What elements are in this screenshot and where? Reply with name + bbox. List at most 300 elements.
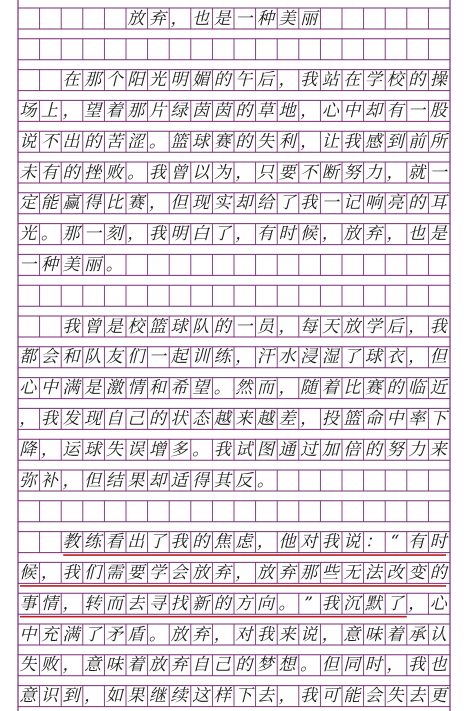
essay-char: 会: [364, 686, 382, 707]
essay-char: ，: [408, 593, 426, 614]
essay-char: [40, 532, 60, 552]
essay-char: 给: [256, 193, 274, 214]
essay-char: 力: [408, 439, 426, 460]
essay-char: 中: [19, 624, 37, 645]
essay-char: 放: [343, 224, 361, 245]
essay-char: 我: [40, 408, 58, 429]
essay-char: 到: [62, 686, 80, 707]
essay-char: 队: [84, 347, 102, 368]
essay-char: 的: [213, 70, 231, 91]
essay-char: 个: [105, 70, 123, 91]
essay-char: 有: [408, 532, 426, 553]
essay-char: 来: [278, 624, 296, 645]
essay-char: 满: [62, 378, 80, 399]
essay-char: ，: [19, 408, 37, 429]
essay-char: [104, 9, 124, 29]
essay-char: 承: [408, 624, 426, 645]
essay-char: 运: [62, 439, 80, 460]
essay-char: 草: [256, 100, 274, 121]
essay-char: 败: [105, 162, 123, 183]
essay-char: ，: [40, 562, 58, 583]
essay-char: 们: [127, 347, 145, 368]
essay-char: 实: [213, 193, 231, 214]
essay-char: [83, 9, 103, 29]
essay-char: 看: [105, 532, 123, 553]
essay-char: 时: [278, 224, 296, 245]
essay-char: 默: [364, 593, 382, 614]
essay-char: 转: [84, 593, 102, 614]
essay-char: 赛: [364, 378, 382, 399]
essay-char: 每: [300, 316, 318, 337]
essay-char: 训: [192, 347, 210, 368]
essay-char: 下: [235, 686, 253, 707]
essay-char: 那: [62, 224, 80, 245]
essay-char: 续: [170, 686, 188, 707]
essay-char: 中: [40, 378, 58, 399]
essay-char: 希: [170, 378, 188, 399]
essay-char: 断: [321, 162, 339, 183]
essay-char: 然: [235, 378, 253, 399]
essay-char: [18, 70, 38, 90]
essay-char: 就: [408, 162, 426, 183]
essay-char: 一: [84, 224, 102, 245]
essay-char: 都: [19, 347, 37, 368]
essay-char: 反: [235, 470, 253, 491]
essay-char: ，: [62, 593, 80, 614]
essay-char: 为: [213, 162, 231, 183]
essay-char: 而: [105, 593, 123, 614]
essay-char: 我: [256, 624, 274, 645]
essay-char: ，: [300, 131, 318, 152]
essay-char: 定: [19, 193, 37, 214]
essay-char: 我: [321, 593, 339, 614]
essay-char: 了: [278, 193, 296, 214]
essay-char: 我: [300, 70, 318, 91]
essay-char: 丽: [300, 8, 318, 29]
essay-char: 放: [127, 8, 145, 29]
essay-char: 球: [192, 131, 210, 152]
essay-char: 通: [278, 439, 296, 460]
essay-char: 着: [321, 378, 339, 399]
essay-char: 失: [19, 655, 37, 676]
essay-char: 味: [105, 655, 123, 676]
essay-char: 的: [364, 439, 382, 460]
essay-char: 补: [40, 470, 58, 491]
essay-char: 美: [278, 8, 296, 29]
essay-char: 着: [386, 624, 404, 645]
essay-char: 去: [256, 686, 274, 707]
essay-char: 过: [300, 439, 318, 460]
essay-char: 这: [192, 686, 210, 707]
essay-char: 弥: [19, 470, 37, 491]
essay-char: 一: [429, 162, 447, 183]
essay-char: 继: [148, 686, 166, 707]
essay-char: 练: [84, 532, 102, 553]
essay-char: 的: [84, 131, 102, 152]
essay-char: 涩: [127, 131, 145, 152]
essay-char: 也: [192, 8, 210, 29]
essay-char: 放: [192, 562, 210, 583]
essay-char: 激: [105, 378, 123, 399]
essay-char: ，: [62, 470, 80, 491]
essay-char: 寻: [148, 593, 166, 614]
essay-char: 是: [213, 8, 231, 29]
essay-char: 我: [429, 316, 447, 337]
essay-char: 焦: [213, 532, 231, 553]
essay-char: ，: [386, 224, 404, 245]
essay-char: 一: [408, 100, 426, 121]
essay-char: 篮: [170, 131, 188, 152]
essay-char: ，: [386, 655, 404, 676]
essay-char: 想: [278, 655, 296, 676]
essay-char: 。: [256, 470, 274, 491]
essay-char: 己: [127, 408, 145, 429]
essay-char: 图: [256, 439, 274, 460]
essay-char: 努: [386, 439, 404, 460]
essay-char: 努: [343, 162, 361, 183]
essay-char: 但: [321, 655, 339, 676]
essay-char: 果: [127, 470, 145, 491]
essay-char: ，: [62, 100, 80, 121]
essay-char: 但: [170, 193, 188, 214]
essay-char: 我: [62, 562, 80, 583]
essay-char: 败: [40, 655, 58, 676]
essay-char: 样: [213, 686, 231, 707]
essay-char: 变: [408, 562, 426, 583]
essay-char: 是: [429, 224, 447, 245]
essay-char: 会: [170, 562, 188, 583]
essay-char: 失: [256, 131, 274, 152]
essay-char: 加: [321, 439, 339, 460]
essay-char: 而: [256, 378, 274, 399]
essay-char: 却: [148, 470, 166, 491]
essay-char: 新: [192, 593, 210, 614]
essay-char: 的: [213, 316, 231, 337]
essay-char: 近: [429, 378, 447, 399]
essay-char: ，: [278, 316, 296, 337]
essay-char: 误: [127, 439, 145, 460]
essay-char: 苦: [105, 131, 123, 152]
essay-char: 浸: [300, 347, 318, 368]
essay-char: 的: [235, 131, 253, 152]
essay-char: 方: [235, 593, 253, 614]
essay-char: 降: [19, 439, 37, 460]
essay-char: 的: [148, 408, 166, 429]
essay-char: 着: [127, 655, 145, 676]
essay-char: 但: [84, 470, 102, 491]
essay-char: 亮: [386, 193, 404, 214]
essay-char: ，: [300, 100, 318, 121]
essay-char: 的: [408, 193, 426, 214]
essay-char: 利: [278, 131, 296, 152]
essay-char: 记: [343, 193, 361, 214]
essay-char: 的: [62, 162, 80, 183]
essay-char: 那: [300, 562, 318, 583]
essay-char: 来: [429, 439, 447, 460]
essay-char: 场: [19, 100, 37, 121]
essay-char: 自: [105, 408, 123, 429]
essay-char: ，: [127, 224, 145, 245]
essay-char: 丽: [84, 254, 102, 275]
essay-char: 试: [235, 439, 253, 460]
essay-char: 教: [62, 532, 80, 553]
essay-char: 改: [386, 562, 404, 583]
essay-char: 有: [256, 224, 274, 245]
essay-char: 篮: [343, 408, 361, 429]
essay-char: ，: [321, 224, 339, 245]
essay-char: 味: [364, 624, 382, 645]
essay-char: ，: [321, 624, 339, 645]
essay-char: 在: [343, 70, 361, 91]
essay-char: ，: [40, 439, 58, 460]
essay-char: 以: [192, 162, 210, 183]
essay-char: 学: [364, 70, 382, 91]
essay-char: ，: [235, 224, 253, 245]
essay-char: 意: [19, 686, 37, 707]
essay-char: ，: [300, 408, 318, 429]
essay-char: 的: [408, 70, 426, 91]
essay-char: 临: [408, 378, 426, 399]
essay-char: 盾: [127, 624, 145, 645]
essay-char: 一: [148, 347, 166, 368]
essay-char: 地: [278, 100, 296, 121]
essay-char: 着: [105, 100, 123, 121]
essay-char: 会: [40, 347, 58, 368]
essay-char: 出: [62, 131, 80, 152]
essay-char: 差: [278, 408, 296, 429]
essay-char: [18, 317, 38, 337]
essay-char: 下: [429, 408, 447, 429]
essay-char: 绿: [170, 100, 188, 121]
essay-char: 赛: [127, 193, 145, 214]
essay-char: 适: [170, 470, 188, 491]
essay-char: 要: [278, 162, 296, 183]
essay-char: ，: [278, 70, 296, 91]
essay-char: 媚: [192, 70, 210, 91]
essay-char: 我: [170, 532, 188, 553]
essay-char: 员: [256, 316, 274, 337]
essay-char: 的: [192, 532, 210, 553]
essay-char: 力: [364, 162, 382, 183]
essay-char: 比: [343, 378, 361, 399]
essay-char: 虑: [235, 532, 253, 553]
essay-char: 越: [256, 408, 274, 429]
essay-char: 美: [62, 254, 80, 275]
essay-char: 有: [40, 162, 58, 183]
essay-char: 候: [300, 224, 318, 245]
essay-char: 未: [19, 162, 37, 183]
essay-char: 其: [213, 470, 231, 491]
essay-char: 状: [170, 408, 188, 429]
essay-char: ：: [364, 532, 382, 553]
essay-char: 我: [408, 655, 426, 676]
essay-char: 白: [192, 224, 210, 245]
essay-char: 。: [300, 655, 318, 676]
essay-char: 那: [84, 70, 102, 91]
essay-char: 弃: [170, 655, 188, 676]
essay-char: 梦: [256, 655, 274, 676]
essay-char: 来: [235, 408, 253, 429]
essay-char: 一: [235, 8, 253, 29]
essay-char: ，: [235, 562, 253, 583]
essay-char: 命: [364, 408, 382, 429]
essay-char: 前: [408, 131, 426, 152]
essay-char: 响: [364, 193, 382, 214]
essay-char: 上: [40, 100, 58, 121]
essay-char: 球: [84, 439, 102, 460]
essay-char: ，: [386, 162, 404, 183]
essay-char: 种: [256, 8, 274, 29]
essay-char: 天: [321, 316, 339, 337]
essay-char: 需: [105, 562, 123, 583]
essay-char: 的: [213, 593, 231, 614]
essay-char: 态: [192, 408, 210, 429]
essay-char: 自: [192, 655, 210, 676]
essay-char: 股: [429, 100, 447, 121]
essay-char: 耳: [429, 193, 447, 214]
essay-char: 弃: [148, 8, 166, 29]
essay-char: 篮: [148, 316, 166, 337]
essay-char: 曾: [84, 316, 102, 337]
essay-char: 。: [105, 254, 123, 275]
essay-char: 了: [148, 532, 166, 553]
essay-char: 光: [19, 224, 37, 245]
essay-char: 向: [256, 593, 274, 614]
essay-char: 我: [321, 532, 339, 553]
essay-char: 种: [40, 254, 58, 275]
essay-char: ，: [278, 686, 296, 707]
essay-char: 午: [235, 70, 253, 91]
essay-char: 说: [343, 532, 361, 553]
essay-char: 后: [256, 70, 274, 91]
essay-char: 。: [40, 224, 58, 245]
essay-char: 放: [170, 624, 188, 645]
essay-char: 湿: [321, 347, 339, 368]
essay-char: [40, 70, 60, 90]
essay-char: 放: [148, 655, 166, 676]
essay-char: 中: [386, 408, 404, 429]
essay-char: 果: [127, 686, 145, 707]
essay-char: 校: [386, 70, 404, 91]
essay-char: ，: [148, 193, 166, 214]
essay-char: 放: [343, 316, 361, 337]
essay-char: 阳: [127, 70, 145, 91]
essay-char: 起: [170, 347, 188, 368]
essay-char: 也: [408, 224, 426, 245]
essay-char: 后: [386, 316, 404, 337]
essay-char: ，: [256, 532, 274, 553]
essay-char: 法: [364, 562, 382, 583]
essay-char: 了: [84, 624, 102, 645]
essay-char: 心: [19, 378, 37, 399]
essay-char: 学: [364, 316, 382, 337]
essay-char: 能: [343, 686, 361, 707]
essay-char: 的: [235, 655, 253, 676]
essay-char: 。: [127, 162, 145, 183]
essay-char: 那: [127, 100, 145, 121]
essay-char: [40, 317, 60, 337]
essay-char: 意: [343, 624, 361, 645]
essay-char: ，: [62, 655, 80, 676]
essay-char: 不: [40, 131, 58, 152]
essay-char: 认: [429, 624, 447, 645]
essay-char: 我: [62, 316, 80, 337]
essay-char: 他: [278, 532, 296, 553]
essay-char: 了: [213, 224, 231, 245]
essay-char: 。: [192, 439, 210, 460]
essay-char: 弃: [213, 562, 231, 583]
essay-char: 在: [62, 70, 80, 91]
essay-char: 现: [192, 193, 210, 214]
essay-char: 刻: [105, 224, 123, 245]
essay-char: 赛: [213, 131, 231, 152]
essay-char: 不: [300, 162, 318, 183]
essay-char: 感: [364, 131, 382, 152]
essay-char: 去: [408, 686, 426, 707]
essay-char: 矛: [105, 624, 123, 645]
essay-char: 我: [343, 131, 361, 152]
essay-char: 茵: [192, 100, 210, 121]
essay-char: 和: [148, 378, 166, 399]
essay-char: 所: [429, 131, 447, 152]
essay-char: 找: [170, 593, 188, 614]
essay-char: 失: [386, 686, 404, 707]
essay-char: 说: [300, 624, 318, 645]
essay-char: 时: [429, 532, 447, 553]
essay-char: 望: [84, 100, 102, 121]
essay-char: 增: [148, 439, 166, 460]
essay-char: 们: [84, 562, 102, 583]
essay-char: 但: [429, 347, 447, 368]
essay-char: 是: [105, 316, 123, 337]
essay-char: 汗: [256, 347, 274, 368]
essay-char: ，: [213, 624, 231, 645]
essay-char: “: [390, 532, 400, 553]
essay-char: 学: [148, 562, 166, 583]
essay-char: 出: [127, 532, 145, 553]
essay-char: 却: [235, 193, 253, 214]
essay-char: 沉: [343, 593, 361, 614]
essay-char: 了: [343, 347, 361, 368]
essay-char: 。: [213, 378, 231, 399]
essay-char: 光: [148, 70, 166, 91]
essay-char: 也: [429, 655, 447, 676]
essay-char: 是: [84, 378, 102, 399]
essay-char: ，: [84, 686, 102, 707]
essay-char: 的: [429, 562, 447, 583]
essay-char: ，: [408, 316, 426, 337]
essay-char: 的: [386, 378, 404, 399]
essay-char: 站: [321, 70, 339, 91]
essay-char: 去: [127, 593, 145, 614]
essay-char: 我: [300, 193, 318, 214]
essay-char: 的: [235, 100, 253, 121]
essay-char: 心: [321, 100, 339, 121]
essay-char: 对: [235, 624, 253, 645]
essay-char: 同: [343, 655, 361, 676]
essay-char: 候: [19, 562, 37, 583]
essay-char: 情: [40, 593, 58, 614]
essay-char: 结: [105, 470, 123, 491]
essay-char: [61, 9, 81, 29]
essay-char: 明: [170, 70, 188, 91]
essay-char: 我: [213, 439, 231, 460]
essay-char: 说: [19, 131, 37, 152]
essay-char: 失: [105, 439, 123, 460]
essay-char: 率: [408, 408, 426, 429]
essay-char: 一: [19, 254, 37, 275]
essay-char: 曾: [170, 162, 188, 183]
